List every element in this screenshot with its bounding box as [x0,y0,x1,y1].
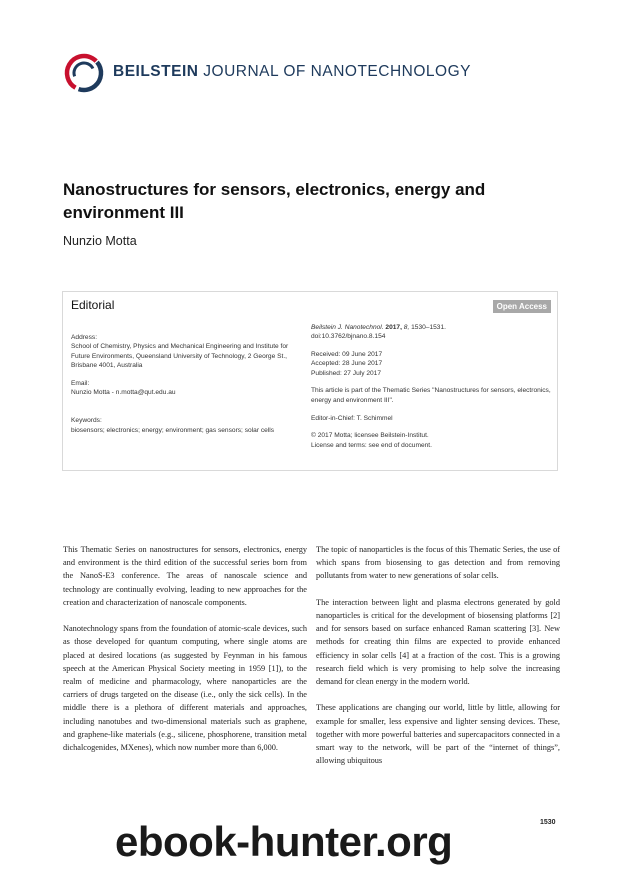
body-paragraph: Nanotechnology spans from the foundation of atomic-scale devices, such as those developed for quantum computing, where single atoms are placed at desired locations (as suggested by Feynman in his famous speech at the American Physical Society meeting in 1959 [1]), to the realm of medicine and pharmacology, where nanoparticles are the carriers of drugs targeted on the disease (i.e., only the sick cells). In the middle there is a plethora of different materials and approaches, including nanotubes and two-dimensional materials such as graphene, and graphene-like materials (e.g., silicene, phosphorene, transition metal dichalcogenides, MXenes), which now number more than 6,000. [63,624,307,753]
journal-logo [63,52,483,92]
license-block [311,431,551,450]
body-paragraph: The topic of nanoparticles is the focus of this Thematic Series, the use of which spans from biosensing to gas detection and from removing pollutants from water to new generations of solar cells. [316,545,560,581]
journal-name: BEILSTEIN JOURNAL OF NANOTECHNOLOGY [113,63,471,80]
copyright-text: © 2017 Motta; licensee Beilstein-Institut. [311,432,429,440]
body-left-column [63,543,307,767]
accepted-date: Accepted: 28 June 2017 [311,360,383,368]
keywords-block [71,416,296,435]
address-block [71,333,296,370]
series-note: This article is part of the Thematic Series "Nanostructures for sensors, electronics, energy and environment III". [311,387,551,404]
editor-in-chief: Editor-in-Chief: T. Schimmel [311,414,393,422]
keywords-label: Keywords: [71,417,102,425]
citation-journal: Beilstein J. Nanotechnol. [311,324,384,331]
citation-volume: 8, [403,324,410,331]
email-label: Email: [71,379,90,387]
info-left-column [71,333,296,443]
license-link[interactable]: License and terms: see end of document. [311,441,432,449]
article-type: Editorial [71,298,115,312]
address-label: Address: [71,334,98,341]
received-date: Received: 09 June 2017 [311,351,383,359]
body-paragraph: The interaction between light and plasma electrons generated by gold nanoparticles is critical for the development of biosensing platforms [2] and for sensors based on surface enhanced Raman scattering [3]. New methods for creating thin films are expected to provide enhanced efficiency in solar cells [4] at a fraction of the cost. This is a growing research field which is very promising to help solve the increasing demand for clean energy in the modern world. [316,597,560,687]
body-paragraph: These applications are changing our world, little by little, allowing for example for smaller, less expensive and lighter sensing devices. These, together with more powerful batteries and supercapacitors connected in a smart way to the network, will be part of the “internet of things”, allowing ubiquitous [316,703,560,766]
email-block [71,379,296,398]
keywords-text: biosensors; electronics; energy; environment; gas sensors; solar cells [71,426,275,434]
open-access-badge: Open Access [493,300,551,313]
info-right-column [311,323,551,458]
address-text: School of Chemistry, Physics and Mechanical Engineering and Institute for Future Environments, Queensland University of Technology, 2 George St., Brisbane 4001, Australia [71,343,289,369]
page-number: 1530 [540,819,556,826]
article-title: Nanostructures for sensors, electronics, energy and environment III [63,180,486,222]
doi-link[interactable]: doi:10.3762/bjnano.8.154 [311,333,386,341]
citation-block [311,323,551,342]
citation-year: 2017, [385,324,402,331]
body-right-column [316,543,560,781]
article-info-box [62,291,558,471]
journal-ring-icon [63,52,105,94]
body-paragraph: This Thematic Series on nanostructures for sensors, electronics, energy and environment is the third edition of the successful series born from the NanoS-E3 conference. The areas of nanoscale science and technology are continually evolving, leading to new approaches for the creation and characterization of nanoscale components. [63,545,307,607]
watermark-text: ebook-hunter.org [115,818,453,865]
article-author: Nunzio Motta [63,234,137,248]
citation-pages: 1530–1531. [411,324,446,331]
published-date: Published: 27 July 2017 [311,369,382,377]
dates-block [311,350,551,378]
email-link[interactable]: Nunzio Motta - n.motta@qut.edu.au [71,388,176,396]
